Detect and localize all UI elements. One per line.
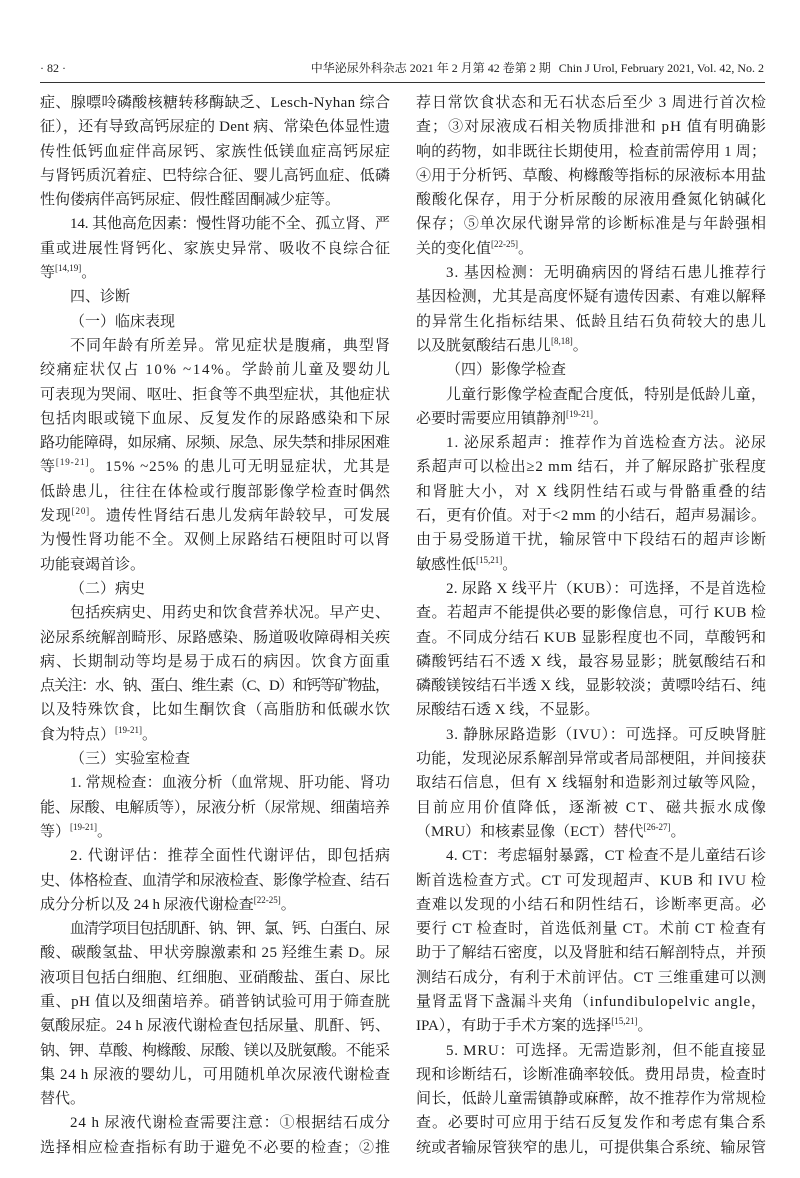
text-run: 可表现为哭闹、呕吐、拒食等不典型症状，其他症状	[40, 386, 391, 403]
text-run: 史、体格检查、血清学和尿液检查、影像学检查、结石	[40, 872, 390, 889]
text-run: 2. 尿路 X 线平片（KUB）：可选择，不是首选检	[446, 580, 767, 597]
text-run: 查。若超声不能提供必要的影像信息，可行 KUB 检	[416, 605, 767, 622]
text-run: 。	[97, 823, 113, 840]
text-run: 。	[280, 896, 296, 913]
text-run: 磷酸镁铵结石半透 X 线，显影较淡；黄嘌呤结石、纯	[416, 678, 767, 695]
text-line	[416, 796, 769, 820]
text-run: 2. 代谢评估：推荐全面性代谢评估，即包括病	[70, 848, 391, 865]
text-run: 取结石信息，但有 X 线辐射和造影剂过敏等风险，	[416, 775, 767, 792]
text-run: 。	[670, 823, 686, 840]
text-line	[416, 723, 766, 747]
text-run: 基因检测，尤其是高度怀疑有遗传因素、有难以解释	[416, 289, 767, 306]
text-run: 与肾钙质沉着症、巴特综合征、婴儿高钙血症、低磷	[40, 167, 391, 184]
text-run: 功能，发现泌尿系解剖异常或者局部梗阻，并间接获	[416, 751, 767, 768]
paragraph	[40, 844, 390, 917]
text-line	[40, 820, 390, 844]
text-run: 关的变化值	[416, 240, 492, 257]
text-line	[416, 966, 766, 990]
text-line	[416, 553, 766, 577]
text-line	[40, 990, 390, 1014]
header-rule	[40, 82, 765, 83]
text-run: （MRU）和核素显像（ECT）替代	[416, 823, 644, 840]
text-line	[40, 261, 390, 285]
text-line	[416, 285, 766, 309]
paragraph	[416, 1039, 766, 1160]
text-run: （一）临床表现	[70, 313, 176, 330]
citation-ref: [15,21]	[611, 1016, 638, 1027]
text-run: 。	[142, 726, 158, 743]
text-line	[416, 334, 766, 358]
text-run: 。	[637, 1018, 653, 1035]
text-line	[416, 164, 766, 188]
text-line	[40, 771, 390, 795]
text-run: 以及特殊饮食，比如生酮饮食（高脂肪和低碳水饮	[40, 702, 391, 719]
text-run: 。	[502, 556, 518, 573]
text-line	[416, 480, 766, 504]
paragraph	[40, 1111, 390, 1160]
paragraph	[40, 212, 390, 285]
text-run: 保存；⑤单次尿代谢异常的诊断标准是与年龄强相	[416, 216, 767, 233]
paragraph	[416, 431, 766, 577]
text-line	[416, 528, 766, 552]
text-line	[416, 1111, 766, 1135]
text-line	[40, 917, 390, 941]
text-run: 。遗传性肾结石患儿发病年龄较早，可发展	[90, 508, 391, 525]
text-run: 5. MRU：可选择。无需造影剂，但不能直接显	[446, 1042, 767, 1059]
text-run: 要行 CT 检查时，首选低剂量 CT。术前 CT 检查有	[416, 921, 767, 938]
text-line	[40, 626, 390, 650]
text-line	[416, 990, 766, 1014]
text-run: 敏感性低	[416, 556, 477, 573]
paragraph	[416, 91, 766, 261]
text-line	[40, 796, 390, 820]
text-line	[40, 674, 390, 698]
text-run: 重或进展性肾钙化、家族史异常、吸收不良综合征	[40, 240, 391, 257]
subsection-heading	[40, 747, 390, 771]
paragraph	[40, 771, 390, 844]
subsection-heading	[416, 358, 766, 382]
text-run: 3. 基因检测：无明确病因的肾结石患儿推荐行	[446, 265, 767, 282]
citation-ref: [19-21]	[55, 457, 90, 468]
paragraph	[416, 723, 769, 844]
text-line	[40, 747, 390, 771]
text-line	[416, 91, 766, 115]
text-line	[40, 237, 390, 261]
text-line	[416, 601, 766, 625]
text-line	[40, 844, 390, 868]
text-line	[40, 698, 390, 722]
page-number: · 82 ·	[40, 61, 66, 75]
text-run: 氨酸尿症。24 h 尿液代谢检查包括尿量、肌酐、钙、	[40, 1018, 391, 1035]
text-run: 系超声可以检出≥2 mm 结石，并了解尿路扩张程度	[416, 459, 767, 476]
text-line	[416, 140, 766, 164]
text-run: IPA），有助于手术方案的选择	[416, 1018, 612, 1035]
text-line	[40, 966, 390, 990]
text-run: 查。不同成分结石 KUB 显影程度也不同，草酸钙和	[416, 629, 767, 646]
text-line	[416, 869, 766, 893]
text-run: 不同年龄有所差异。常见症状是腹痛，典型肾	[70, 337, 392, 354]
text-line	[40, 212, 390, 236]
journal-citation	[311, 60, 764, 76]
citation-ref: [15,21]	[476, 554, 503, 565]
text-run: ④用于分析钙、草酸、枸橼酸等指标的尿液标本用盐	[416, 167, 767, 184]
text-line	[40, 358, 390, 382]
text-run: （二）病史	[70, 580, 146, 597]
text-line	[40, 334, 390, 358]
text-line	[40, 91, 390, 115]
text-run: 现和诊断结石，诊断准确率较低。费用昂贵，检查时	[416, 1066, 767, 1083]
text-line	[416, 626, 766, 650]
text-line	[416, 941, 766, 965]
text-line	[416, 1014, 766, 1038]
text-line	[40, 1014, 390, 1038]
paragraph	[40, 334, 390, 577]
text-run: （三）实验室检查	[70, 751, 191, 768]
text-run: 酸酸化保存，用于分析尿酸的尿液用叠氮化钠碱化	[416, 192, 767, 209]
text-line	[40, 553, 390, 577]
text-run: 功能衰竭首诊。	[40, 556, 146, 573]
text-run: 酸、碳酸氢盐、甲状旁腺激素和 25 羟维生素 D。尿	[40, 945, 391, 962]
text-line	[40, 480, 390, 504]
text-run: 由于易受肠道干扰，输尿管中下段结石的超声诊断	[416, 532, 767, 549]
text-line	[416, 1136, 766, 1160]
text-run: 食为特点）	[40, 726, 116, 743]
text-run: 助于了解结石密度，以及肾脏和结石解剖特点，并预	[416, 945, 767, 962]
citation-ref: [26-27]	[643, 821, 671, 832]
text-line	[40, 115, 390, 139]
text-run: 病、长期制动等均是易于成石的病因。饮食方面重	[40, 653, 391, 670]
section-heading	[40, 285, 390, 309]
text-line	[40, 407, 390, 431]
text-line	[416, 1087, 766, 1111]
text-run: 路功能障碍，如尿痛、尿频、尿急、尿失禁和排尿困难	[40, 435, 390, 452]
text-run: 传性低钙血症伴高尿钙、家族性低镁血症高钙尿症	[40, 143, 391, 160]
text-run: 4. CT：考虑辐射暴露，CT 检查不是儿童结石诊	[446, 848, 767, 865]
text-line	[40, 188, 390, 212]
text-line	[416, 237, 766, 261]
citation-ref: [19-21]	[566, 408, 594, 419]
text-line	[416, 577, 766, 601]
text-line	[416, 212, 766, 236]
text-line	[40, 893, 390, 917]
text-run: 等	[40, 265, 56, 282]
text-line	[416, 893, 766, 917]
text-run: 征），还有导致高钙尿症的 Dent 病、常染色体显性遗	[40, 119, 391, 136]
text-run: 包括肉眼或镜下血尿、反复发作的尿路感染和下尿	[40, 410, 391, 427]
text-run: 和肾脏大小，对 X 线阴性结石或与骨骼重叠的结	[416, 483, 768, 500]
text-line	[40, 941, 390, 965]
citation-ref: [8,18]	[551, 335, 573, 346]
text-run: 重、pH 值以及细菌培养。硝普钠试验可用于筛查胱	[40, 993, 391, 1010]
text-run: 泌尿系统解剖畸形、尿路感染、肠道吸收障碍相关疾	[40, 629, 391, 646]
text-line	[416, 1039, 766, 1063]
text-line	[416, 261, 766, 285]
text-run: 查。必要时可应用于结石反复发作和考虑有集合系	[416, 1115, 767, 1132]
text-run: 性佝偻病伴高钙尿症、假性醛固酮减少症等。	[40, 192, 341, 209]
text-line	[40, 310, 390, 334]
text-line	[416, 504, 766, 528]
text-run: 断首选检查方式。CT 可发现超声、KUB 和 IVU 检	[416, 872, 767, 889]
paragraph	[40, 601, 390, 747]
text-run: 1. 常规检查：血液分析（血常规、肝功能、肾功	[70, 775, 391, 792]
journal-title-en: Chin J Urol, February 2021, Vol. 42, No. 2	[558, 61, 764, 75]
text-run: 测结石成分，有利于术前评估。CT 三维重建可以测	[416, 969, 767, 986]
text-line	[40, 383, 390, 407]
text-run: 集 24 h 尿液的婴幼儿，可用随机单次尿液代谢检查	[40, 1066, 391, 1083]
text-run: 为慢性肾功能不全。双侧上尿路结石梗阻时可以肾	[40, 532, 391, 549]
citation-ref: [19-21]	[115, 724, 143, 735]
text-line	[40, 723, 390, 747]
text-line	[40, 1087, 390, 1111]
subsection-heading	[40, 577, 390, 601]
text-run: 磷酸钙结石不透 X 线，最容易显影；胱氨酸结石和	[416, 653, 767, 670]
paragraph	[416, 261, 766, 358]
text-line	[416, 771, 766, 795]
text-line	[40, 140, 390, 164]
text-run: 液项目包括白细胞、红细胞、亚硝酸盐、蛋白、尿比	[40, 969, 391, 986]
paragraph	[416, 577, 766, 723]
subsection-heading	[40, 310, 390, 334]
text-run: 替代。	[40, 1091, 86, 1108]
text-run: 荐日常饮食状态和无石状态后至少 3 周进行首次检	[416, 95, 767, 111]
text-line	[40, 601, 390, 625]
text-run: 必要时需要应用镇静剂	[416, 410, 567, 427]
text-run: 。15% ~25% 的患儿可无明显症状，尤其是	[89, 459, 391, 476]
paragraph	[416, 844, 766, 1038]
text-run: 等）	[40, 823, 71, 840]
text-run: 绞痛症状仅占 10% ~14%。学龄前儿童及婴幼儿	[40, 362, 392, 379]
text-line	[40, 869, 390, 893]
text-run: 四、诊断	[70, 289, 131, 306]
text-run: 量肾盂肾下盏漏斗夹角（infundibulopelvic angle，	[416, 993, 767, 1010]
text-run: 症、腺嘌呤磷酸核糖转移酶缺乏、Lesch-Nyhan 综合	[40, 95, 391, 111]
text-run: 石，更有价值。对于<2 mm 的小结石，超声易漏诊。	[416, 508, 767, 525]
paragraph	[416, 383, 766, 432]
paragraph	[40, 91, 390, 212]
text-line	[416, 455, 766, 479]
paragraph	[40, 917, 390, 1111]
text-run: （四）影像学检查	[446, 362, 567, 379]
text-run: 血清学项目包括肌酐、钠、钾、氯、钙、白蛋白、尿	[70, 921, 389, 938]
text-run: 尿酸结石透 X 线，不显影。	[416, 702, 600, 719]
citation-ref: [20]	[71, 506, 90, 517]
text-run: 以及胱氨酸结石患儿	[416, 337, 552, 354]
left-column	[40, 91, 390, 1160]
text-line	[416, 383, 766, 407]
text-run: 。	[518, 240, 534, 257]
text-line	[416, 698, 766, 722]
text-run: 点关注：水、钠、蛋白、维生素（C、D）和钙等矿物盐，	[40, 678, 389, 695]
running-header	[40, 60, 764, 76]
text-line	[416, 844, 766, 868]
text-line	[40, 1063, 390, 1087]
text-run: 响的药物，如非既往长期使用，检查前需停用 1 周；	[416, 143, 767, 160]
text-line	[416, 1063, 766, 1087]
text-line	[416, 820, 766, 844]
text-line	[40, 504, 390, 528]
text-run: 选择相应检查指标有助于避免不必要的检查；②推	[40, 1139, 391, 1156]
text-run: 儿童行影像学检查配合度低，特别是低龄儿童，	[446, 386, 767, 403]
text-run: 1. 泌尿系超声：推荐作为首选检查方法。泌尿	[446, 435, 767, 452]
text-line	[416, 358, 766, 382]
text-run: 查难以发现的小结石和阴性结石，诊断率更高。必	[416, 896, 767, 913]
text-line	[416, 188, 766, 212]
journal-title-cn: 中华泌尿外科杂志 2021 年 2 月第 42 卷第 2 期	[310, 61, 551, 75]
citation-ref: [22-25]	[491, 238, 519, 249]
text-run: 间长，低龄儿童需镇静或麻醉，故不推荐作为常规检	[416, 1091, 767, 1108]
text-run: 统或者输尿管狭窄的患儿，可提供集合系统、输尿管	[416, 1139, 767, 1156]
text-line	[416, 431, 766, 455]
text-run: 能、尿酸、电解质等），尿液分析（尿常规、细菌培养	[40, 799, 390, 816]
text-run: 低龄患儿，往往在体检或行腹部影像学检查时偶然	[40, 483, 391, 500]
text-run: 等	[40, 459, 56, 476]
text-line	[416, 917, 766, 941]
citation-ref: [19-21]	[70, 821, 98, 832]
text-run: 14. 其他高危因素：慢性肾功能不全、孤立肾、严	[70, 216, 390, 233]
text-run: 目前应用价值降低，逐渐被 CT、磁共振水成像	[416, 799, 769, 816]
text-run: 的异常生化指标结果、低龄且结石负荷较大的患儿	[416, 313, 767, 330]
text-line	[416, 674, 766, 698]
text-line	[40, 164, 390, 188]
text-run: 。	[593, 410, 609, 427]
text-line	[416, 310, 766, 334]
text-line	[40, 431, 390, 455]
right-column	[416, 91, 769, 1160]
text-run: 3. 静脉尿路造影（IVU）：可选择。可反映肾脏	[446, 726, 767, 743]
text-line	[40, 1136, 390, 1160]
text-run: 发现	[40, 508, 72, 525]
text-run: 查；③对尿液成石相关物质排泄和 pH 值有明确影	[416, 119, 768, 136]
text-run: 。	[572, 337, 588, 354]
text-run: 。	[81, 265, 97, 282]
citation-ref: [14,19]	[55, 263, 82, 274]
text-line	[40, 650, 390, 674]
text-line	[40, 528, 390, 552]
text-run: 包括疾病史、用药史和饮食营养状况。早产史、	[70, 605, 391, 622]
text-line	[416, 650, 766, 674]
text-run: 24 h 尿液代谢检查需要注意：①根据结石成分	[70, 1115, 391, 1132]
text-line	[40, 285, 390, 309]
text-line	[40, 455, 390, 479]
text-line	[40, 1111, 390, 1135]
citation-ref: [22-25]	[253, 894, 281, 905]
text-run: 成分分析以及 24 h 尿液代谢检查	[40, 896, 254, 913]
text-run: 钠、钾、草酸、枸橼酸、尿酸、镁以及胱氨酸。不能采	[40, 1042, 390, 1059]
text-line	[40, 1039, 390, 1063]
text-line	[416, 407, 766, 431]
text-line	[416, 115, 766, 139]
text-line	[40, 577, 390, 601]
text-line	[416, 747, 766, 771]
